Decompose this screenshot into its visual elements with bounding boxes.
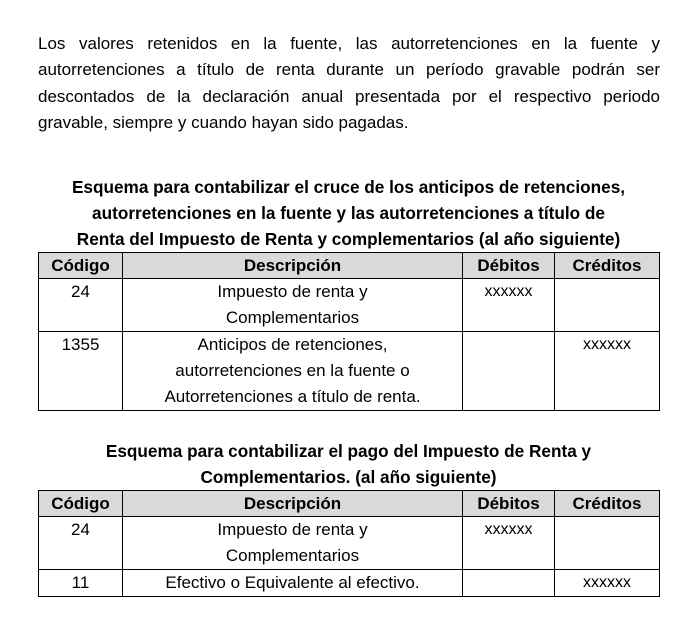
scheme-2-table	[38, 490, 660, 597]
header-description: Descripción	[123, 253, 463, 279]
scheme-1-title-line: Esquema para contabilizar el cruce de los anticipos de retenciones,	[71, 177, 626, 197]
table-row	[39, 570, 660, 597]
scheme-1-title	[38, 174, 659, 252]
header-code: Código	[39, 491, 123, 517]
account-description	[123, 332, 463, 411]
scheme-2-title-line: Esquema para contabilizar el pago del Impuesto de Renta y	[105, 441, 592, 461]
table-header-row	[39, 253, 660, 279]
credit-value: xxxxxx	[555, 570, 660, 597]
header-debits: Débitos	[463, 491, 555, 517]
header-code: Código	[39, 253, 123, 279]
header-debits: Débitos	[463, 253, 555, 279]
account-description	[123, 517, 463, 570]
header-description: Descripción	[123, 491, 463, 517]
intro-paragraph: Los valores retenidos en la fuente, las autorretenciones en la fuente y autorretenciones a título de renta durante un período gravable podrán ser descontados de la declaración anual presentada por el respectivo periodo gravable, siempre y cuando hayan sido pagadas.	[38, 34, 660, 132]
table-header-row	[39, 491, 660, 517]
scheme-2-title-line: Complementarios. (al año siguiente)	[200, 467, 497, 487]
account-code: 24	[39, 279, 123, 332]
credit-value	[555, 517, 660, 570]
header-credits: Créditos	[555, 253, 660, 279]
account-code: 24	[39, 517, 123, 570]
scheme-1-table	[38, 252, 660, 411]
scheme-2-title	[38, 438, 659, 490]
account-description	[123, 570, 463, 597]
description-line: Autorretenciones a título de renta.	[164, 387, 421, 406]
description-line: Impuesto de renta y	[217, 282, 368, 301]
debit-value	[463, 332, 555, 411]
credit-value: xxxxxx	[555, 332, 660, 411]
description-line: autorretenciones en la fuente o	[175, 361, 410, 380]
debit-value: xxxxxx	[463, 279, 555, 332]
description-line: Complementarios	[225, 546, 360, 565]
description-line: Complementarios	[225, 308, 360, 327]
scheme-1-title-line: autorretenciones en la fuente y las autorretenciones a título de	[92, 203, 605, 223]
description-line: Impuesto de renta y	[217, 520, 368, 539]
account-code: 1355	[39, 332, 123, 411]
debit-value	[463, 570, 555, 597]
table-row	[39, 332, 660, 411]
description-line: Anticipos de retenciones,	[197, 335, 388, 354]
header-credits: Créditos	[555, 491, 660, 517]
account-description	[123, 279, 463, 332]
credit-value	[555, 279, 660, 332]
table-row	[39, 279, 660, 332]
account-code: 11	[39, 570, 123, 597]
table-row	[39, 517, 660, 570]
description-line: Efectivo o Equivalente al efectivo.	[165, 573, 420, 592]
debit-value: xxxxxx	[463, 517, 555, 570]
scheme-1-title-line: Renta del Impuesto de Renta y complementarios (al año siguiente)	[76, 229, 621, 249]
